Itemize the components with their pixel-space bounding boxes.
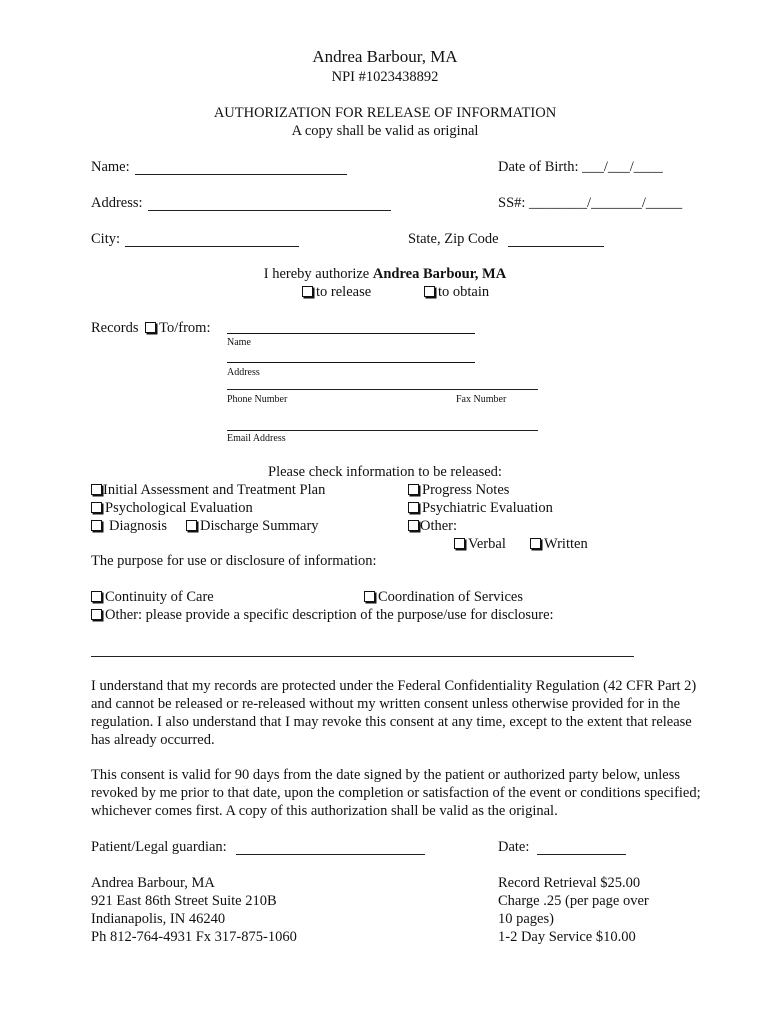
initial-assessment-checkbox[interactable]: [91, 481, 325, 499]
records-tofrom-checkbox[interactable]: [91, 319, 210, 337]
fee-record-retrieval: Record Retrieval $25.00: [498, 875, 641, 891]
to-release-label: to release: [316, 284, 372, 300]
city-field[interactable]: [125, 246, 299, 247]
phone-caption: Phone Number: [227, 394, 288, 405]
coordination-checkbox[interactable]: [364, 588, 523, 606]
footer-practitioner: Andrea Barbour, MA: [91, 875, 215, 891]
name-label: Name:: [91, 159, 130, 175]
state-zip-label: State, Zip Code: [408, 231, 499, 247]
initial-assessment-label: Initial Assessment and Treatment Plan: [103, 482, 326, 498]
recipient-name-field[interactable]: [227, 333, 475, 334]
diagnosis-checkbox[interactable]: [91, 517, 167, 535]
guardian-label: Patient/Legal guardian:: [91, 839, 227, 855]
diagnosis-label: Diagnosis: [109, 518, 167, 534]
recipient-address-field[interactable]: [227, 362, 475, 363]
discharge-checkbox[interactable]: [186, 517, 319, 535]
npi-number: NPI #1023438892: [331, 69, 439, 85]
other-info-checkbox[interactable]: [408, 517, 457, 535]
practitioner-name: Andrea Barbour, MA: [312, 47, 458, 66]
information-heading: Please check information to be released:: [268, 464, 502, 480]
state-zip-field[interactable]: [508, 246, 604, 247]
city-label: City:: [91, 231, 121, 247]
verbal-checkbox[interactable]: [454, 535, 506, 553]
email-caption: Email Address: [227, 433, 286, 444]
fee-per-page: Charge .25 (per page over: [498, 893, 649, 909]
address-field[interactable]: [148, 210, 391, 211]
psych-eval-label: Psychological Evaluation: [105, 500, 253, 516]
address-caption: Address: [227, 367, 260, 378]
progress-notes-label: Progress Notes: [422, 482, 510, 498]
checkbox-icon: [91, 502, 102, 513]
recipient-email-field[interactable]: [227, 430, 538, 431]
psychiatric-eval-checkbox[interactable]: [408, 499, 553, 517]
dob-field[interactable]: [498, 158, 663, 176]
coordination-label: Coordination of Services: [378, 589, 523, 605]
footer-city: Indianapolis, IN 46240: [91, 911, 226, 927]
checkbox-icon: [454, 538, 465, 549]
purpose-description-field[interactable]: [91, 656, 634, 657]
tofrom-label: To/from:: [159, 320, 211, 336]
checkbox-icon: [186, 520, 197, 531]
purpose-heading: The purpose for use or disclosure of information:: [91, 553, 377, 569]
name-field[interactable]: [135, 174, 347, 175]
to-obtain-checkbox[interactable]: [424, 283, 489, 301]
records-label: Records: [91, 320, 139, 336]
confidentiality-paragraph: I understand that my records are protected under the Federal Confidentiality Regulation (42 CFR Part 2) and cannot be released or re-released without my written consent unless otherwise provided for in the regulation. I also understand that I may revoke this consent at any time, except to the extent that release has already occurred.: [91, 678, 697, 748]
written-checkbox[interactable]: [530, 535, 588, 553]
name-caption: Name: [227, 337, 251, 348]
psychiatric-eval-label: Psychiatric Evaluation: [422, 500, 553, 516]
authorized-practitioner: Andrea Barbour, MA: [372, 266, 507, 282]
written-label: Written: [544, 536, 588, 552]
checkbox-icon: [364, 591, 375, 602]
continuity-label: Continuity of Care: [105, 589, 214, 605]
checkbox-icon: [91, 484, 102, 495]
checkbox-icon: [91, 609, 102, 620]
ss-label: SS#:: [498, 195, 526, 211]
checkbox-icon: [145, 322, 156, 333]
checkbox-icon: [408, 484, 419, 495]
verbal-label: Verbal: [468, 536, 506, 552]
ss-field[interactable]: [498, 194, 682, 212]
checkbox-icon: [424, 286, 435, 297]
continuity-checkbox[interactable]: [91, 588, 214, 606]
dob-label: Date of Birth:: [498, 159, 579, 175]
progress-notes-checkbox[interactable]: [408, 481, 509, 499]
signature-date-field[interactable]: [537, 854, 626, 855]
checkbox-icon: [408, 502, 419, 513]
dob-blank: ___/___/____: [582, 159, 663, 175]
other-purpose-checkbox[interactable]: [91, 606, 554, 624]
authorize-statement: [0, 265, 770, 283]
checkbox-icon: [91, 520, 102, 531]
psych-eval-checkbox[interactable]: [91, 499, 253, 517]
fax-caption: Fax Number: [456, 394, 507, 405]
checkbox-icon: [91, 591, 102, 602]
form-subtitle: A copy shall be valid as original: [291, 123, 479, 139]
signature-date-label: Date:: [498, 839, 530, 855]
discharge-label: Discharge Summary: [200, 518, 319, 534]
other-info-label: Other:: [420, 518, 458, 534]
checkbox-icon: [408, 520, 419, 531]
guardian-signature-field[interactable]: [236, 854, 425, 855]
fee-per-page-cont: 10 pages): [498, 911, 554, 927]
fee-rush-service: 1-2 Day Service $10.00: [498, 929, 636, 945]
to-obtain-label: to obtain: [438, 284, 490, 300]
consent-paragraph: This consent is valid for 90 days from the date signed by the patient or authorized party below, unless revoked by me prior to that date, upon the completion or satisfaction of the event or conditions specified; whichever comes first. A copy of this authorization shall be valid as the original.: [91, 767, 701, 819]
other-purpose-label: Other: please provide a specific description of the purpose/use for disclosure:: [105, 607, 554, 623]
ss-blank: ________/_______/_____: [529, 195, 683, 211]
address-label: Address:: [91, 195, 143, 211]
recipient-phone-fax-field[interactable]: [227, 389, 538, 390]
authorize-prefix: I hereby authorize: [263, 266, 370, 282]
checkbox-icon: [302, 286, 313, 297]
to-release-checkbox[interactable]: [302, 283, 371, 301]
footer-street: 921 East 86th Street Suite 210B: [91, 893, 277, 909]
checkbox-icon: [530, 538, 541, 549]
form-title: AUTHORIZATION FOR RELEASE OF INFORMATION: [213, 105, 557, 121]
footer-phone-fax: Ph 812-764-4931 Fx 317-875-1060: [91, 929, 297, 945]
